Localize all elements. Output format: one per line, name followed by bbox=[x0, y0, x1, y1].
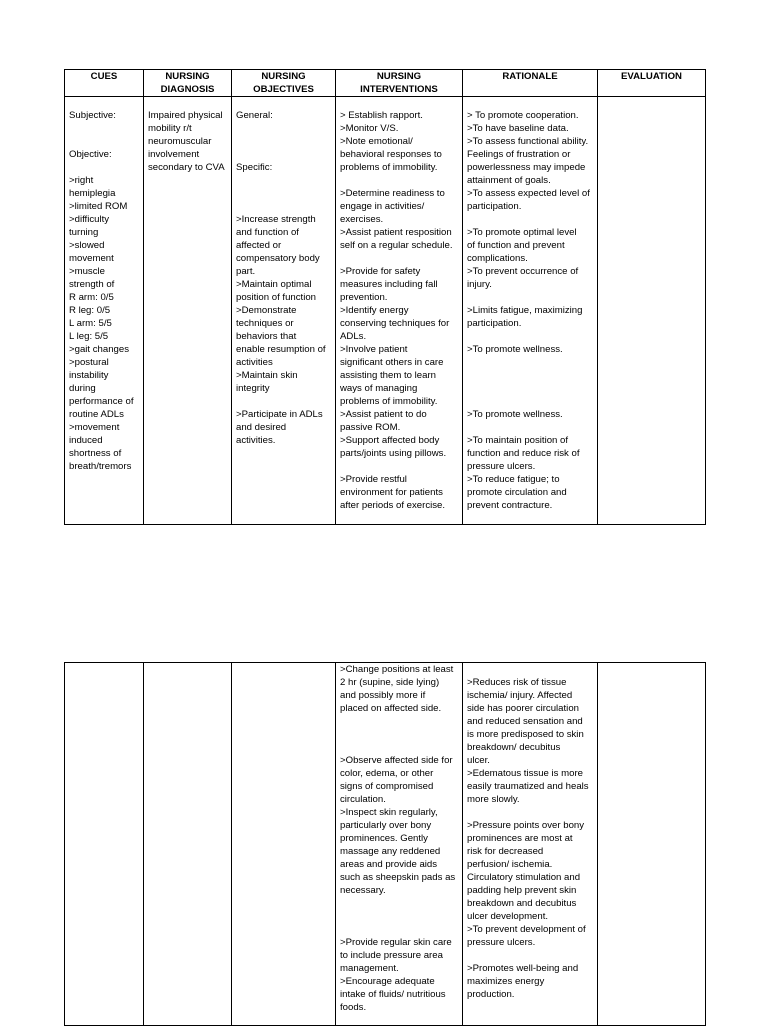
cell-text-line bbox=[340, 174, 458, 187]
cell-text-line: particularly over bony bbox=[340, 820, 432, 831]
cell-text-line: >To promote wellness. bbox=[467, 344, 563, 355]
cell-text-line bbox=[236, 135, 331, 148]
cell-text-line: circulation. bbox=[340, 794, 386, 805]
cell-text-line: >Participate in ADLs bbox=[236, 409, 323, 420]
cell-text-line: shortness of bbox=[69, 448, 122, 459]
cell-text-line: mobility r/t bbox=[148, 123, 192, 134]
cell-text-line: >Provide regular skin care bbox=[340, 937, 452, 948]
cell-text-line: pressure ulcers. bbox=[467, 937, 536, 948]
cell-text-line: color, edema, or other bbox=[340, 768, 434, 779]
cell-text-line: during bbox=[69, 383, 96, 394]
cell-text-line bbox=[236, 200, 331, 213]
cell-text-line: INTERVENTIONS bbox=[360, 84, 438, 95]
cell-text-line: Feelings of frustration or bbox=[467, 149, 571, 160]
cell-text-line: problems of immobility. bbox=[340, 162, 438, 173]
cell-text-line: self on a regular schedule. bbox=[340, 240, 453, 251]
cell-text-line: signs of compromised bbox=[340, 781, 434, 792]
objectives-cell bbox=[232, 663, 336, 1026]
cell-text-line: management. bbox=[340, 963, 399, 974]
cell-text-line: ulcer. bbox=[467, 755, 490, 766]
cell-text-line: padding help prevent skin bbox=[467, 885, 577, 896]
cell-text-line: activities. bbox=[236, 435, 276, 446]
cell-text-line: >To assess functional ability. bbox=[467, 136, 589, 147]
cell-text-line bbox=[340, 715, 458, 728]
cell-text-line: parts/joints using pillows. bbox=[340, 448, 447, 459]
cell-text-line: promote circulation and bbox=[467, 487, 567, 498]
cell-text-line: >difficulty bbox=[69, 214, 110, 225]
cell-text-line bbox=[340, 741, 458, 754]
cell-text-line: OBJECTIVES bbox=[253, 84, 314, 95]
cell-text-line: movement bbox=[69, 253, 114, 264]
cell-text-line: Objective: bbox=[69, 149, 112, 160]
cell-text-line: maximizes energy bbox=[467, 976, 545, 987]
cues-cell bbox=[65, 97, 144, 525]
cell-text-line: routine ADLs bbox=[69, 409, 124, 420]
cell-text-line: conserving techniques for bbox=[340, 318, 450, 329]
cell-text-line: and desired bbox=[236, 422, 287, 433]
cell-text-line: >Pressure points over bony bbox=[467, 820, 585, 831]
cell-text-line: >Maintain optimal bbox=[236, 279, 312, 290]
cell-text-line: foods. bbox=[340, 1002, 367, 1013]
evaluation-cell bbox=[598, 97, 706, 525]
cell-text-line: >To promote wellness. bbox=[467, 409, 563, 420]
cell-text-line: >limited ROM bbox=[69, 201, 128, 212]
cell-text-line: >right bbox=[69, 175, 94, 186]
interventions-cell bbox=[336, 97, 463, 525]
diagnosis-cell bbox=[144, 663, 232, 1026]
cell-text-line: DIAGNOSIS bbox=[160, 84, 215, 95]
cell-text-line bbox=[340, 923, 458, 936]
cell-text-line: >Support affected body bbox=[340, 435, 440, 446]
cell-text-line: prominences are most at bbox=[467, 833, 573, 844]
header-row bbox=[65, 70, 706, 97]
cell-text-line: part. bbox=[236, 266, 256, 277]
cell-text-line: significant others in care bbox=[340, 357, 444, 368]
cell-text-line bbox=[467, 395, 593, 408]
cell-text-line: L arm: 5/5 bbox=[69, 318, 112, 329]
cell-text-line: breakdown and decubitus bbox=[467, 898, 577, 909]
cell-text-line: pressure ulcers. bbox=[467, 461, 536, 472]
cell-text-line: assisting them to learn bbox=[340, 370, 436, 381]
cell-text-line: after periods of exercise. bbox=[340, 500, 446, 511]
cell-text-line: >Determine readiness to bbox=[340, 188, 445, 199]
cell-text-line: >Promotes well-being and bbox=[467, 963, 579, 974]
cell-text-line: affected or bbox=[236, 240, 282, 251]
cell-text-line: passive ROM. bbox=[340, 422, 401, 433]
cell-text-line bbox=[467, 356, 593, 369]
diagnosis-cell bbox=[144, 97, 232, 525]
cell-text-line: >Involve patient bbox=[340, 344, 408, 355]
cell-text-line: >To assess expected level of bbox=[467, 188, 590, 199]
cell-text-line bbox=[467, 382, 593, 395]
cell-text-line: enable resumption of bbox=[236, 344, 326, 355]
cell-text-line: risk for decreased bbox=[467, 846, 544, 857]
cell-text-line: breath/tremors bbox=[69, 461, 132, 472]
cell-text-line: neuromuscular bbox=[148, 136, 212, 147]
cell-text-line bbox=[69, 161, 139, 174]
header-cues bbox=[65, 70, 144, 97]
cell-text-line: engage in activities/ bbox=[340, 201, 425, 212]
cell-text-line: areas and provide aids bbox=[340, 859, 438, 870]
cell-text-line: function and reduce risk of bbox=[467, 448, 580, 459]
header-nursing-diagnosis bbox=[144, 70, 232, 97]
cell-text-line: complications. bbox=[467, 253, 528, 264]
cell-text-line: Circulatory stimulation and bbox=[467, 872, 581, 883]
cell-text-line: R arm: 0/5 bbox=[69, 292, 114, 303]
cell-text-line: measures including fall bbox=[340, 279, 438, 290]
table-row bbox=[65, 663, 706, 1026]
cell-text-line: breakdown/ decubitus bbox=[467, 742, 561, 753]
care-plan-table-page-2 bbox=[64, 662, 706, 1026]
cell-text-line bbox=[467, 421, 593, 434]
cell-text-line bbox=[236, 187, 331, 200]
cell-text-line: is more predisposed to skin bbox=[467, 729, 584, 740]
cell-text-line: secondary to CVA bbox=[148, 162, 225, 173]
cell-text-line: prevention. bbox=[340, 292, 388, 303]
cell-text-line: performance of bbox=[69, 396, 134, 407]
cell-text-line: >Assist patient to do bbox=[340, 409, 427, 420]
cell-text-line: easily traumatized and heals bbox=[467, 781, 589, 792]
cell-text-line: Specific: bbox=[236, 162, 273, 173]
cell-text-line: >Note emotional/ bbox=[340, 136, 413, 147]
cell-text-line: prevent contracture. bbox=[467, 500, 553, 511]
rationale-cell bbox=[463, 663, 598, 1026]
cell-text-line: ulcer development. bbox=[467, 911, 549, 922]
cell-text-line bbox=[236, 174, 331, 187]
cell-text-line: powerlessness may impede bbox=[467, 162, 586, 173]
cues-cell bbox=[65, 663, 144, 1026]
cell-text-line: >Maintain skin bbox=[236, 370, 298, 381]
cell-text-line: placed on affected side. bbox=[340, 703, 442, 714]
cell-text-line bbox=[236, 122, 331, 135]
cell-text-line: of function and prevent bbox=[467, 240, 565, 251]
cell-text-line: >Monitor V/S. bbox=[340, 123, 399, 134]
cell-text-line: strength of bbox=[69, 279, 115, 290]
cell-text-line bbox=[467, 949, 593, 962]
cell-text-line: injury. bbox=[467, 279, 492, 290]
evaluation-cell bbox=[598, 663, 706, 1026]
cell-text-line: Impaired physical bbox=[148, 110, 223, 121]
cell-text-line: to include pressure area bbox=[340, 950, 443, 961]
cell-text-line: >Provide restful bbox=[340, 474, 407, 485]
cell-text-line: and possibly more if bbox=[340, 690, 426, 701]
cell-text-line: perfusion/ ischemia. bbox=[467, 859, 553, 870]
cell-text-line: activities bbox=[236, 357, 273, 368]
cell-text-line: intake of fluids/ nutritious bbox=[340, 989, 446, 1000]
cell-text-line: participation. bbox=[467, 201, 522, 212]
header-evaluation bbox=[598, 70, 706, 97]
cell-text-line: instability bbox=[69, 370, 109, 381]
cell-text-line: >gait changes bbox=[69, 344, 130, 355]
cell-text-line: General: bbox=[236, 110, 273, 121]
header-rationale bbox=[463, 70, 598, 97]
cell-text-line: >Limits fatigue, maximizing bbox=[467, 305, 583, 316]
cell-text-line: and reduced sensation and bbox=[467, 716, 583, 727]
header-nursing-objectives bbox=[232, 70, 336, 97]
cell-text-line: position of function bbox=[236, 292, 317, 303]
cell-text-line: >Change positions at least bbox=[340, 664, 454, 675]
cell-text-line: >Observe affected side for bbox=[340, 755, 453, 766]
cell-text-line bbox=[236, 395, 331, 408]
cell-text-line bbox=[340, 897, 458, 910]
cell-text-line: turning bbox=[69, 227, 99, 238]
cell-text-line bbox=[340, 910, 458, 923]
cell-text-line: >Demonstrate bbox=[236, 305, 297, 316]
cell-text-line: >To maintain position of bbox=[467, 435, 569, 446]
cell-text-line: >Increase strength bbox=[236, 214, 316, 225]
cell-text-line: such as sheepskin pads as bbox=[340, 872, 456, 883]
cell-text-line: >slowed bbox=[69, 240, 105, 251]
interventions-cell bbox=[336, 663, 463, 1026]
cell-text-line: Subjective: bbox=[69, 110, 116, 121]
cell-text-line: >Assist patient resposition bbox=[340, 227, 452, 238]
cell-text-line bbox=[340, 460, 458, 473]
cell-text-line: >Identify energy bbox=[340, 305, 409, 316]
cell-text-line: induced bbox=[69, 435, 103, 446]
cell-text-line: NURSING bbox=[376, 71, 422, 82]
cell-text-line: NURSING bbox=[165, 71, 210, 82]
cell-text-line: ways of managing bbox=[340, 383, 418, 394]
cell-text-line: production. bbox=[467, 989, 515, 1000]
cell-text-line bbox=[340, 728, 458, 741]
cell-text-line: L leg: 5/5 bbox=[69, 331, 109, 342]
cell-text-line: > To promote cooperation. bbox=[467, 110, 579, 121]
cell-text-line: > Establish rapport. bbox=[340, 110, 423, 121]
cell-text-line bbox=[467, 213, 593, 226]
cell-text-line: NURSING bbox=[261, 71, 306, 82]
cell-text-line bbox=[69, 122, 139, 135]
cell-text-line: involvement bbox=[148, 149, 200, 160]
cell-text-line bbox=[467, 291, 593, 304]
rationale-cell bbox=[463, 97, 598, 525]
cell-text-line: behaviors that bbox=[236, 331, 297, 342]
cell-text-line: massage any reddened bbox=[340, 846, 441, 857]
cell-text-line: exercises. bbox=[340, 214, 384, 225]
cell-text-line: necessary. bbox=[340, 885, 386, 896]
cell-text-line: >To prevent development of bbox=[467, 924, 586, 935]
cell-text-line: RATIONALE bbox=[502, 71, 558, 82]
cell-text-line: >movement bbox=[69, 422, 120, 433]
cell-text-line: attainment of goals. bbox=[467, 175, 551, 186]
cell-text-line: techniques or bbox=[236, 318, 294, 329]
cell-text-line: side has poorer circulation bbox=[467, 703, 579, 714]
cell-text-line: compensatory body bbox=[236, 253, 320, 264]
cell-text-line: >muscle bbox=[69, 266, 105, 277]
cell-text-line: participation. bbox=[467, 318, 522, 329]
cell-text-line: >To have baseline data. bbox=[467, 123, 569, 134]
cell-text-line: >Encourage adequate bbox=[340, 976, 435, 987]
cell-text-line: hemiplegia bbox=[69, 188, 116, 199]
objectives-cell bbox=[232, 97, 336, 525]
cell-text-line: and function of bbox=[236, 227, 299, 238]
cell-text-line: >To reduce fatigue; to bbox=[467, 474, 560, 485]
cell-text-line: 2 hr (supine, side lying) bbox=[340, 677, 440, 688]
cell-text-line: EVALUATION bbox=[621, 71, 682, 82]
cell-text-line bbox=[236, 148, 331, 161]
cell-text-line: environment for patients bbox=[340, 487, 443, 498]
cell-text-line bbox=[467, 369, 593, 382]
header-nursing-interventions bbox=[336, 70, 463, 97]
cell-text-line: CUES bbox=[90, 71, 118, 82]
cell-text-line: behavioral responses to bbox=[340, 149, 442, 160]
cell-text-line: problems of immobility. bbox=[340, 396, 438, 407]
cell-text-line bbox=[69, 135, 139, 148]
cell-text-line: ADLs. bbox=[340, 331, 367, 342]
cell-text-line: prominences. Gently bbox=[340, 833, 428, 844]
cell-text-line: ischemia/ injury. Affected bbox=[467, 690, 573, 701]
cell-text-line: >To prevent occurrence of bbox=[467, 266, 579, 277]
table-row bbox=[65, 97, 706, 525]
cell-text-line bbox=[467, 663, 593, 676]
cell-text-line: >Edematous tissue is more bbox=[467, 768, 583, 779]
cell-text-line: >Inspect skin regularly, bbox=[340, 807, 438, 818]
cell-text-line: >postural bbox=[69, 357, 109, 368]
cell-text-line: >Reduces risk of tissue bbox=[467, 677, 567, 688]
cell-text-line bbox=[467, 806, 593, 819]
cell-text-line: integrity bbox=[236, 383, 270, 394]
cell-text-line: >Provide for safety bbox=[340, 266, 421, 277]
cell-text-line: more slowly. bbox=[467, 794, 520, 805]
cell-text-line bbox=[340, 252, 458, 265]
cell-text-line: R leg: 0/5 bbox=[69, 305, 111, 316]
cell-text-line: >To promote optimal level bbox=[467, 227, 577, 238]
cell-text-line bbox=[467, 330, 593, 343]
care-plan-table-page-1 bbox=[64, 69, 706, 525]
